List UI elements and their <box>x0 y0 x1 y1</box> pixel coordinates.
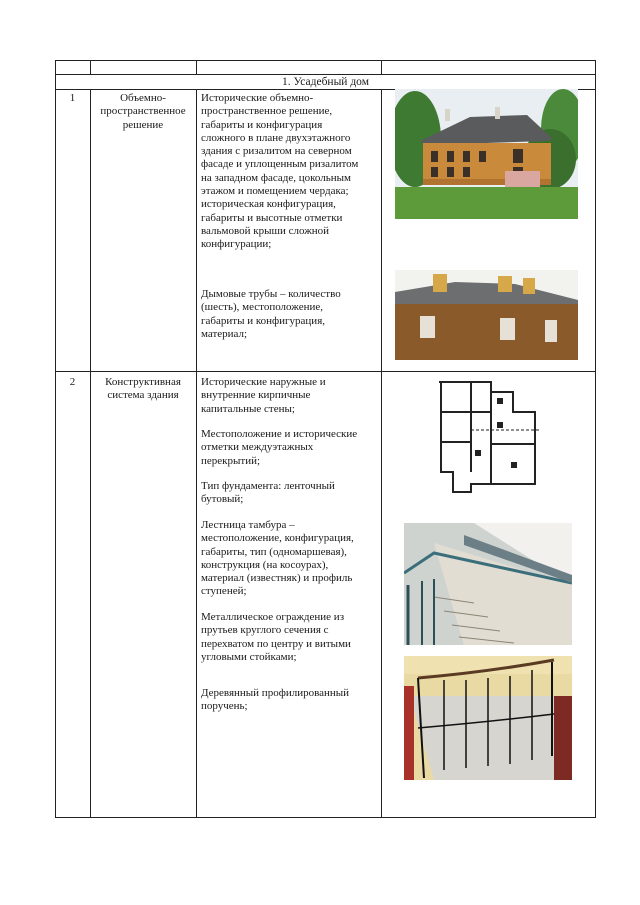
roof-chimneys-photo <box>395 270 578 360</box>
col-sep-1 <box>90 89 91 818</box>
row-number: 2 <box>69 376 76 388</box>
feature-text: Дымовые трубы – количество (шесть), местоположение, габариты и конфигурация, материал; <box>201 288 341 340</box>
feature-text: Исторические объемно- пространственное решение, габариты и конфигурация сложного в плане двухэтажного здания с ризалитом на северном фасаде и уплощенным ризалитом на западном фасаде, цокольным этажом и помещением чердака; историческая конфигурация, габариты и высотные отметки вальмовой крыши сложной конфигурации; <box>201 92 359 251</box>
heritage-table <box>55 60 596 818</box>
col-sep-3 <box>381 89 382 818</box>
section-title: 1. Усадебный дом <box>282 76 369 88</box>
feature-text: Тип фундамента: ленточный бутовый; <box>201 480 335 506</box>
col-sep-1-header <box>90 60 91 75</box>
col-sep-3-header <box>381 60 382 75</box>
table-bottom-border <box>55 817 596 818</box>
row-category: Конструктивная система здания <box>105 376 181 402</box>
table-top-border <box>55 60 596 61</box>
row-number: 1 <box>69 92 76 104</box>
feature-text: Деревянный профилированный поручень; <box>201 687 350 713</box>
row-category: Объемно- пространственное решение <box>100 92 186 131</box>
feature-text: Металлическое ограждение из прутьев круглого сечения с перехватом по центру и витыми угловыми стойками; <box>201 611 351 663</box>
table-left-border <box>55 60 56 818</box>
feature-text: Исторические наружные и внутренние кирпичные капитальные стены; <box>201 376 326 415</box>
col-sep-2-header <box>196 60 197 75</box>
railing-photo <box>404 656 572 780</box>
feature-text: Местоположение и исторические отметки междуэтажных перекрытий; <box>201 428 358 467</box>
manor-house-photo <box>395 89 578 219</box>
vestibule-stair-photo <box>404 523 572 645</box>
table-right-border <box>595 60 596 818</box>
col-sep-2 <box>196 89 197 818</box>
floor-plan-drawing <box>431 372 541 494</box>
feature-text: Лестница тамбура – местоположение, конфигурация, габариты, тип (одномаршевая), конструкция (на косоурах), материал (известняк) и профиль ступеней; <box>201 519 354 598</box>
